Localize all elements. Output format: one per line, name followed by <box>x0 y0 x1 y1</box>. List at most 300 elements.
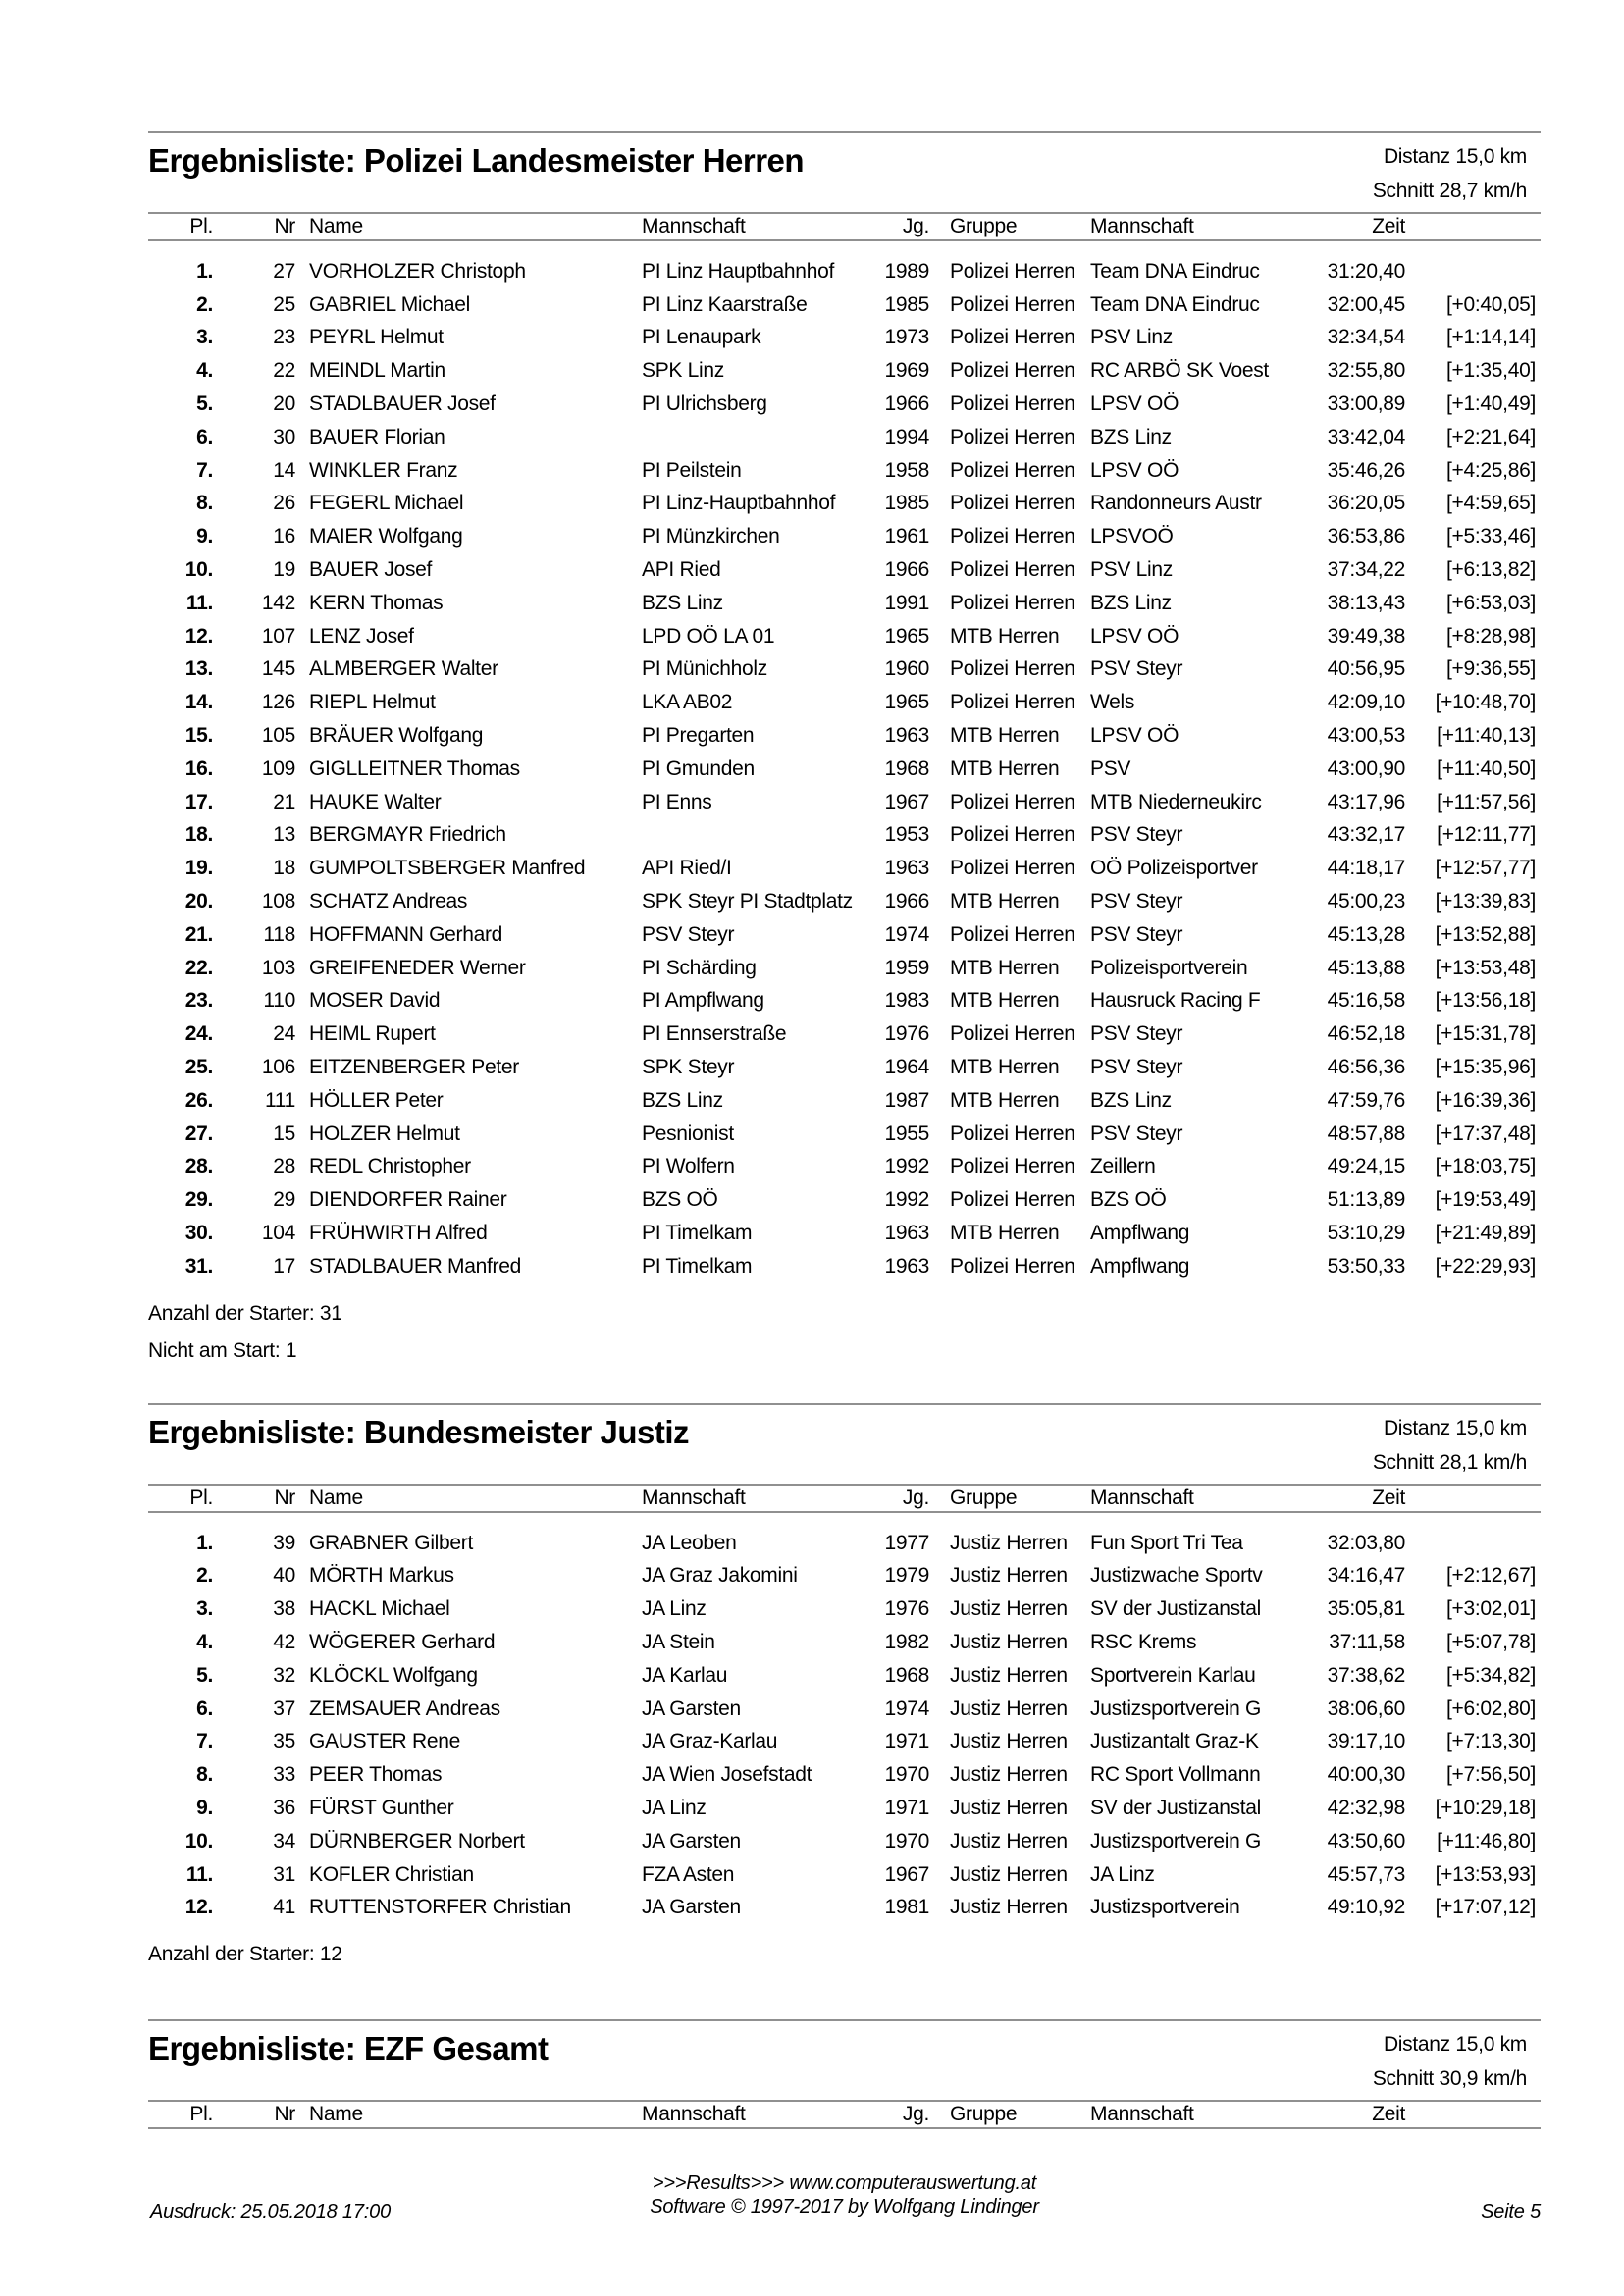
name-cell: LENZ Josef <box>309 624 414 648</box>
place-cell: 13. <box>184 657 213 681</box>
time-cell: 31:20,40 <box>1327 259 1405 283</box>
club-cell: Justizantalt Graz-K <box>1090 1730 1259 1753</box>
time-diff-cell: [+5:07,78] <box>1446 1630 1536 1653</box>
place-cell: 9. <box>196 525 213 548</box>
name-cell: EITZENBERGER Peter <box>309 1056 519 1079</box>
year-cell: 1992 <box>884 1188 929 1212</box>
club-cell: PSV Steyr <box>1090 823 1183 847</box>
starter-count-line: Anzahl der Starter: 12 <box>148 1943 342 1966</box>
club-cell: LPSV OÖ <box>1090 624 1179 648</box>
club-cell: Zeillern <box>1090 1155 1156 1178</box>
result-row <box>148 1250 1541 1283</box>
name-cell: GREIFENEDER Werner <box>309 956 526 979</box>
name-cell: DIENDORFER Rainer <box>309 1188 507 1212</box>
result-section <box>148 1403 1541 1974</box>
year-cell: 1983 <box>884 989 929 1013</box>
result-row <box>148 1659 1541 1693</box>
team-cell: LPD OÖ LA 01 <box>642 624 775 648</box>
place-cell: 10. <box>184 558 213 582</box>
result-row <box>148 885 1541 918</box>
bib-number-cell: 25 <box>273 292 295 316</box>
team-cell: PI Timelkam <box>642 1222 753 1244</box>
time-diff-cell: [+6:53,03] <box>1446 591 1536 614</box>
table-body <box>148 1513 1541 1925</box>
time-diff-cell: [+13:53,93] <box>1435 1862 1536 1886</box>
result-row <box>148 852 1541 885</box>
club-cell: Team DNA Eindruc <box>1090 259 1260 283</box>
bib-number-cell: 24 <box>273 1022 295 1046</box>
time-cell: 49:24,15 <box>1327 1155 1405 1178</box>
name-cell: GRABNER Gilbert <box>309 1531 474 1554</box>
result-row <box>148 753 1541 786</box>
place-cell: 7. <box>196 1730 213 1753</box>
group-cell: Polizei Herren <box>950 1155 1075 1178</box>
header-row <box>148 2100 1541 2129</box>
result-row <box>148 1183 1541 1217</box>
time-diff-cell: [+4:59,65] <box>1446 492 1536 515</box>
team-cell: API Ried <box>642 558 721 582</box>
time-diff-cell: [+3:02,01] <box>1446 1597 1536 1621</box>
group-cell: Polizei Herren <box>950 326 1075 349</box>
time-cell: 46:56,36 <box>1327 1056 1405 1079</box>
time-diff-cell: [+10:48,70] <box>1435 691 1536 714</box>
result-row <box>148 686 1541 719</box>
result-row <box>148 1592 1541 1626</box>
team-cell: PI Wolfern <box>642 1155 735 1178</box>
bib-number-cell: 23 <box>273 326 295 349</box>
name-cell: WINKLER Franz <box>309 458 458 482</box>
bib-number-cell: 118 <box>263 922 295 946</box>
bib-number-cell: 145 <box>261 657 295 681</box>
section-footer <box>148 1295 1541 1370</box>
club-cell: RC ARBÖ SK Voest <box>1090 359 1269 383</box>
time-diff-cell: [+22:29,93] <box>1435 1254 1536 1278</box>
group-cell: Polizei Herren <box>950 359 1075 383</box>
year-cell: 1979 <box>884 1564 929 1588</box>
group-cell: Justiz Herren <box>950 1564 1068 1588</box>
column-header-time-cell: Zeit <box>1315 1484 1406 1513</box>
footer-software-credit: Software © 1997-2017 by Wolfgang Lindinger <box>650 2195 1039 2218</box>
name-cell: PEER Thomas <box>309 1763 443 1787</box>
time-diff-cell: [+2:12,67] <box>1446 1564 1536 1588</box>
time-diff-cell: [+1:40,49] <box>1446 392 1536 416</box>
name-cell: GABRIEL Michael <box>309 292 470 316</box>
place-cell: 24. <box>184 1022 213 1046</box>
year-cell: 1966 <box>884 890 929 913</box>
column-header-team-cell: Mannschaft <box>641 2100 876 2129</box>
distance-label: Distanz 15,0 km <box>1383 145 1527 168</box>
result-row <box>148 819 1541 853</box>
group-cell: Polizei Herren <box>950 458 1075 482</box>
bib-number-cell: 111 <box>264 1088 295 1112</box>
name-cell: HOFFMANN Gerhard <box>309 922 503 946</box>
name-cell: MÖRTH Markus <box>309 1564 454 1588</box>
section-title: Ergebnisliste: Bundesmeister Justiz <box>148 1413 689 1450</box>
section-title: Ergebnisliste: EZF Gesamt <box>148 2030 549 2067</box>
team-cell: PI Ennserstraße <box>642 1022 787 1046</box>
column-header-group-cell: Gruppe <box>930 1484 1089 1513</box>
table-head <box>148 2100 1541 2129</box>
bib-number-cell: 39 <box>273 1531 295 1554</box>
section-header <box>148 2021 1541 2100</box>
year-cell: 1994 <box>884 425 929 448</box>
group-cell: Justiz Herren <box>950 1597 1068 1621</box>
bib-number-cell: 104 <box>261 1222 295 1244</box>
result-row <box>148 388 1541 421</box>
team-cell: API Ried/I <box>642 857 732 880</box>
time-cell: 37:11,58 <box>1329 1630 1405 1653</box>
time-cell: 43:17,96 <box>1327 790 1405 813</box>
name-cell: STADLBAUER Josef <box>309 392 496 416</box>
year-cell: 1970 <box>884 1829 929 1852</box>
name-cell: PEYRL Helmut <box>309 326 444 349</box>
name-cell: HÖLLER Peter <box>309 1088 444 1112</box>
time-cell: 35:05,81 <box>1327 1597 1405 1621</box>
place-cell: 11. <box>185 1862 213 1886</box>
place-cell: 27. <box>184 1122 213 1145</box>
place-cell: 23. <box>184 989 213 1013</box>
bib-number-cell: 14 <box>273 458 295 482</box>
result-row <box>148 1693 1541 1726</box>
bib-number-cell: 41 <box>273 1896 295 1919</box>
club-cell: PSV Steyr <box>1090 1056 1183 1079</box>
time-diff-cell: [+12:11,77] <box>1437 823 1536 847</box>
place-cell: 11. <box>185 591 213 614</box>
name-cell: KERN Thomas <box>309 591 444 614</box>
club-cell: SV der Justizanstal <box>1090 1796 1262 1819</box>
result-row <box>148 322 1541 355</box>
section-footer <box>148 1936 1541 1973</box>
place-cell: 31. <box>184 1254 213 1278</box>
group-cell: Justiz Herren <box>950 1763 1068 1787</box>
group-cell: Justiz Herren <box>950 1862 1068 1886</box>
team-cell: LKA AB02 <box>642 691 733 714</box>
club-cell: RC Sport Vollmann <box>1090 1763 1261 1787</box>
bib-number-cell: 107 <box>261 624 295 648</box>
club-cell: BZS Linz <box>1090 1088 1172 1112</box>
group-cell: Polizei Herren <box>950 657 1075 681</box>
club-cell: PSV Linz <box>1090 326 1173 349</box>
place-cell: 20. <box>184 890 213 913</box>
team-cell: SPK Linz <box>642 359 724 383</box>
time-cell: 37:38,62 <box>1327 1663 1405 1687</box>
time-diff-cell: [+13:39,83] <box>1435 890 1536 913</box>
team-cell: PI Enns <box>642 790 712 813</box>
bib-number-cell: 19 <box>273 558 295 582</box>
bib-number-cell: 21 <box>273 790 295 813</box>
team-cell: SPK Steyr PI Stadtplatz <box>642 890 853 913</box>
result-row <box>148 1891 1541 1924</box>
place-cell: 12. <box>184 1896 213 1919</box>
time-diff-cell: [+19:53,49] <box>1435 1188 1536 1212</box>
bib-number-cell: 30 <box>273 425 295 448</box>
group-cell: Polizei Herren <box>950 259 1075 283</box>
section-title: Ergebnisliste: Polizei Landesmeister Herren <box>148 142 805 179</box>
year-cell: 1963 <box>884 857 929 880</box>
name-cell: WÖGERER Gerhard <box>309 1630 496 1653</box>
footer-page-number: Seite 5 <box>1481 2201 1541 2222</box>
club-cell: LPSVOÖ <box>1090 525 1174 548</box>
bib-number-cell: 34 <box>273 1829 295 1852</box>
year-cell: 1968 <box>884 1663 929 1687</box>
time-cell: 43:32,17 <box>1327 823 1405 847</box>
year-cell: 1955 <box>884 1122 929 1145</box>
team-cell: PI Ampflwang <box>642 989 764 1013</box>
year-cell: 1965 <box>884 691 929 714</box>
group-cell: MTB Herren <box>950 956 1060 979</box>
year-cell: 1991 <box>884 591 929 614</box>
club-cell: PSV Linz <box>1090 558 1173 582</box>
section-meta <box>1373 2027 1541 2096</box>
place-cell: 3. <box>196 326 213 349</box>
club-cell: LPSV OÖ <box>1090 724 1179 748</box>
column-header-bib-number-cell: Nr <box>214 1484 296 1513</box>
name-cell: ZEMSAUER Andreas <box>309 1696 500 1720</box>
club-cell: Justizwache Sportv <box>1090 1564 1263 1588</box>
place-cell: 3. <box>196 1597 213 1621</box>
place-cell: 2. <box>196 292 213 316</box>
team-cell <box>641 421 876 454</box>
result-row <box>148 1217 1541 1250</box>
time-cell: 33:00,89 <box>1327 392 1405 416</box>
team-cell: JA Linz <box>642 1796 707 1819</box>
page-footer <box>148 2172 1541 2225</box>
time-diff-cell: [+11:57,56] <box>1437 790 1536 813</box>
page-content <box>148 0 1541 2129</box>
result-row <box>148 1858 1541 1892</box>
bib-number-cell: 42 <box>273 1630 295 1653</box>
year-cell: 1973 <box>884 326 929 349</box>
team-cell: PI Münzkirchen <box>642 525 780 548</box>
year-cell: 1974 <box>884 922 929 946</box>
time-diff-cell: [+17:07,12] <box>1435 1896 1536 1919</box>
club-cell: SV der Justizanstal <box>1090 1597 1262 1621</box>
bib-number-cell: 20 <box>273 392 295 416</box>
group-cell: Polizei Herren <box>950 392 1075 416</box>
time-cell: 42:09,10 <box>1327 691 1405 714</box>
time-cell: 47:59,76 <box>1327 1088 1405 1112</box>
time-cell: 38:13,43 <box>1327 591 1405 614</box>
column-header-place-cell: Pl. <box>148 1484 214 1513</box>
year-cell: 1971 <box>884 1730 929 1753</box>
team-cell: JA Leoben <box>642 1531 737 1554</box>
team-cell: JA Garsten <box>642 1896 741 1919</box>
bib-number-cell: 31 <box>273 1862 295 1886</box>
result-row <box>148 786 1541 819</box>
club-cell: Ampflwang <box>1090 1222 1190 1244</box>
column-header-time-cell: Zeit <box>1315 212 1406 241</box>
time-cell: 45:00,23 <box>1327 890 1405 913</box>
header-row <box>148 212 1541 241</box>
bib-number-cell: 109 <box>261 757 295 780</box>
bib-number-cell: 105 <box>261 724 295 748</box>
bib-number-cell: 16 <box>273 525 295 548</box>
time-cell: 32:00,45 <box>1327 292 1405 316</box>
place-cell: 28. <box>184 1155 213 1178</box>
year-cell: 1969 <box>884 359 929 383</box>
group-cell: Justiz Herren <box>950 1531 1068 1554</box>
time-cell: 39:49,38 <box>1327 624 1405 648</box>
year-cell: 1982 <box>884 1630 929 1653</box>
name-cell: FEGERL Michael <box>309 492 464 515</box>
section-header <box>148 133 1541 212</box>
result-row <box>148 520 1541 553</box>
column-header-name-cell: Name <box>296 212 641 241</box>
name-cell: REDL Christopher <box>309 1155 471 1178</box>
time-cell: 43:00,90 <box>1327 757 1405 780</box>
time-diff-cell <box>1406 1527 1541 1560</box>
group-cell: Polizei Herren <box>950 823 1075 847</box>
header-row <box>148 1484 1541 1513</box>
result-row <box>148 1527 1541 1560</box>
place-cell: 10. <box>184 1829 213 1852</box>
name-cell: KOFLER Christian <box>309 1862 474 1886</box>
club-cell: PSV Steyr <box>1090 1122 1183 1145</box>
team-cell: JA Graz-Karlau <box>642 1730 778 1753</box>
column-header-name-cell: Name <box>296 2100 641 2129</box>
group-cell: Polizei Herren <box>950 1254 1075 1278</box>
place-cell: 9. <box>196 1796 213 1819</box>
group-cell: Justiz Herren <box>950 1730 1068 1753</box>
name-cell: KLÖCKL Wolfgang <box>309 1663 478 1687</box>
year-cell: 1989 <box>884 259 929 283</box>
column-header-group-cell: Gruppe <box>930 212 1089 241</box>
place-cell: 6. <box>196 425 213 448</box>
time-diff-cell: [+11:40,50] <box>1437 757 1536 780</box>
bib-number-cell: 126 <box>261 691 295 714</box>
team-cell: PI Münichholz <box>642 657 767 681</box>
time-diff-cell: [+10:29,18] <box>1435 1796 1536 1819</box>
place-cell: 14. <box>184 691 213 714</box>
result-row <box>148 1725 1541 1758</box>
time-diff-cell: [+6:13,82] <box>1446 558 1536 582</box>
name-cell: VORHOLZER Christoph <box>309 259 526 283</box>
year-cell: 1963 <box>884 1222 929 1244</box>
time-diff-cell: [+7:56,50] <box>1446 1763 1536 1787</box>
average-speed-label: Schnitt 30,9 km/h <box>1372 2067 1527 2091</box>
time-cell: 44:18,17 <box>1327 857 1405 880</box>
average-speed-label: Schnitt 28,1 km/h <box>1372 1450 1527 1474</box>
bib-number-cell: 37 <box>273 1696 295 1720</box>
bib-number-cell: 142 <box>261 591 295 614</box>
time-cell: 49:10,92 <box>1327 1896 1405 1919</box>
column-header-team-cell: Mannschaft <box>641 212 876 241</box>
team-cell: PI Timelkam <box>642 1254 753 1278</box>
time-diff-cell: [+17:37,48] <box>1435 1122 1536 1145</box>
results-table <box>148 1484 1541 1925</box>
team-cell: FZA Asten <box>642 1862 735 1886</box>
team-cell: JA Wien Josefstadt <box>642 1763 812 1787</box>
column-header-year-cell: Jg. <box>876 212 930 241</box>
column-header-time-diff-cell <box>1406 2100 1541 2129</box>
results-table <box>148 212 1541 1283</box>
result-row <box>148 1151 1541 1184</box>
group-cell: MTB Herren <box>950 890 1060 913</box>
name-cell: ALMBERGER Walter <box>309 657 498 681</box>
section-meta <box>1373 1411 1541 1480</box>
group-cell: MTB Herren <box>950 1088 1060 1112</box>
name-cell: HAUKE Walter <box>309 790 442 813</box>
place-cell: 22. <box>184 956 213 979</box>
time-cell: 37:34,22 <box>1327 558 1405 582</box>
year-cell: 1966 <box>884 558 929 582</box>
time-diff-cell: [+18:03,75] <box>1435 1155 1536 1178</box>
bib-number-cell: 28 <box>273 1155 295 1178</box>
time-cell: 34:16,47 <box>1327 1564 1405 1588</box>
time-cell: 38:06,60 <box>1327 1696 1405 1720</box>
group-cell: Justiz Herren <box>950 1696 1068 1720</box>
team-cell: PI Gmunden <box>642 757 755 780</box>
column-header-name-cell: Name <box>296 1484 641 1513</box>
year-cell: 1960 <box>884 657 929 681</box>
time-diff-cell: [+5:34,82] <box>1446 1663 1536 1687</box>
group-cell: MTB Herren <box>950 1222 1060 1244</box>
year-cell: 1981 <box>884 1896 929 1919</box>
bib-number-cell: 15 <box>273 1122 295 1145</box>
result-section <box>148 2019 1541 2129</box>
place-cell: 5. <box>196 392 213 416</box>
column-header-year-cell: Jg. <box>876 2100 930 2129</box>
result-row <box>148 1084 1541 1118</box>
column-header-club-cell: Mannschaft <box>1089 212 1315 241</box>
column-header-time-diff-cell <box>1406 1484 1541 1513</box>
result-row <box>148 454 1541 488</box>
group-cell: MTB Herren <box>950 624 1060 648</box>
name-cell: HOLZER Helmut <box>309 1122 460 1145</box>
distance-label: Distanz 15,0 km <box>1383 2033 1527 2057</box>
name-cell: FÜRST Gunther <box>309 1796 454 1819</box>
team-cell: PI Peilstein <box>642 458 742 482</box>
bib-number-cell: 35 <box>273 1730 295 1753</box>
time-cell: 33:42,04 <box>1327 425 1405 448</box>
time-diff-cell: [+15:35,96] <box>1435 1056 1536 1079</box>
result-row <box>148 1825 1541 1858</box>
team-cell: PI Linz Kaarstraße <box>642 292 808 316</box>
time-diff-cell: [+12:57,77] <box>1435 857 1536 880</box>
time-diff-cell: [+16:39,36] <box>1435 1088 1536 1112</box>
time-cell: 42:32,98 <box>1327 1796 1405 1819</box>
time-diff-cell: [+1:35,40] <box>1446 359 1536 383</box>
bib-number-cell: 108 <box>261 890 295 913</box>
year-cell: 1966 <box>884 392 929 416</box>
year-cell: 1967 <box>884 790 929 813</box>
club-cell: PSV Steyr <box>1090 657 1183 681</box>
starter-count-line: Anzahl der Starter: 31 <box>148 1301 342 1325</box>
time-cell: 53:10,29 <box>1327 1222 1405 1244</box>
group-cell: Polizei Herren <box>950 591 1075 614</box>
team-cell: PI Ulrichsberg <box>642 392 767 416</box>
bib-number-cell: 22 <box>273 359 295 383</box>
result-row <box>148 1118 1541 1151</box>
team-cell: PI Pregarten <box>642 724 755 748</box>
name-cell: MEINDL Martin <box>309 359 445 383</box>
section-meta <box>1373 139 1541 208</box>
column-header-group-cell: Gruppe <box>930 2100 1089 2129</box>
club-cell: JA Linz <box>1090 1862 1155 1886</box>
name-cell: HEIML Rupert <box>309 1022 436 1046</box>
team-cell: JA Karlau <box>642 1663 728 1687</box>
place-cell: 4. <box>196 1630 213 1653</box>
time-cell: 43:00,53 <box>1327 724 1405 748</box>
name-cell: GAUSTER Rene <box>309 1730 460 1753</box>
column-header-place-cell: Pl. <box>148 212 214 241</box>
year-cell: 1976 <box>884 1597 929 1621</box>
result-row <box>148 288 1541 322</box>
place-cell: 8. <box>196 492 213 515</box>
time-diff-cell: [+21:49,89] <box>1435 1222 1536 1244</box>
team-cell: JA Garsten <box>642 1696 741 1720</box>
bib-number-cell: 33 <box>273 1763 295 1787</box>
